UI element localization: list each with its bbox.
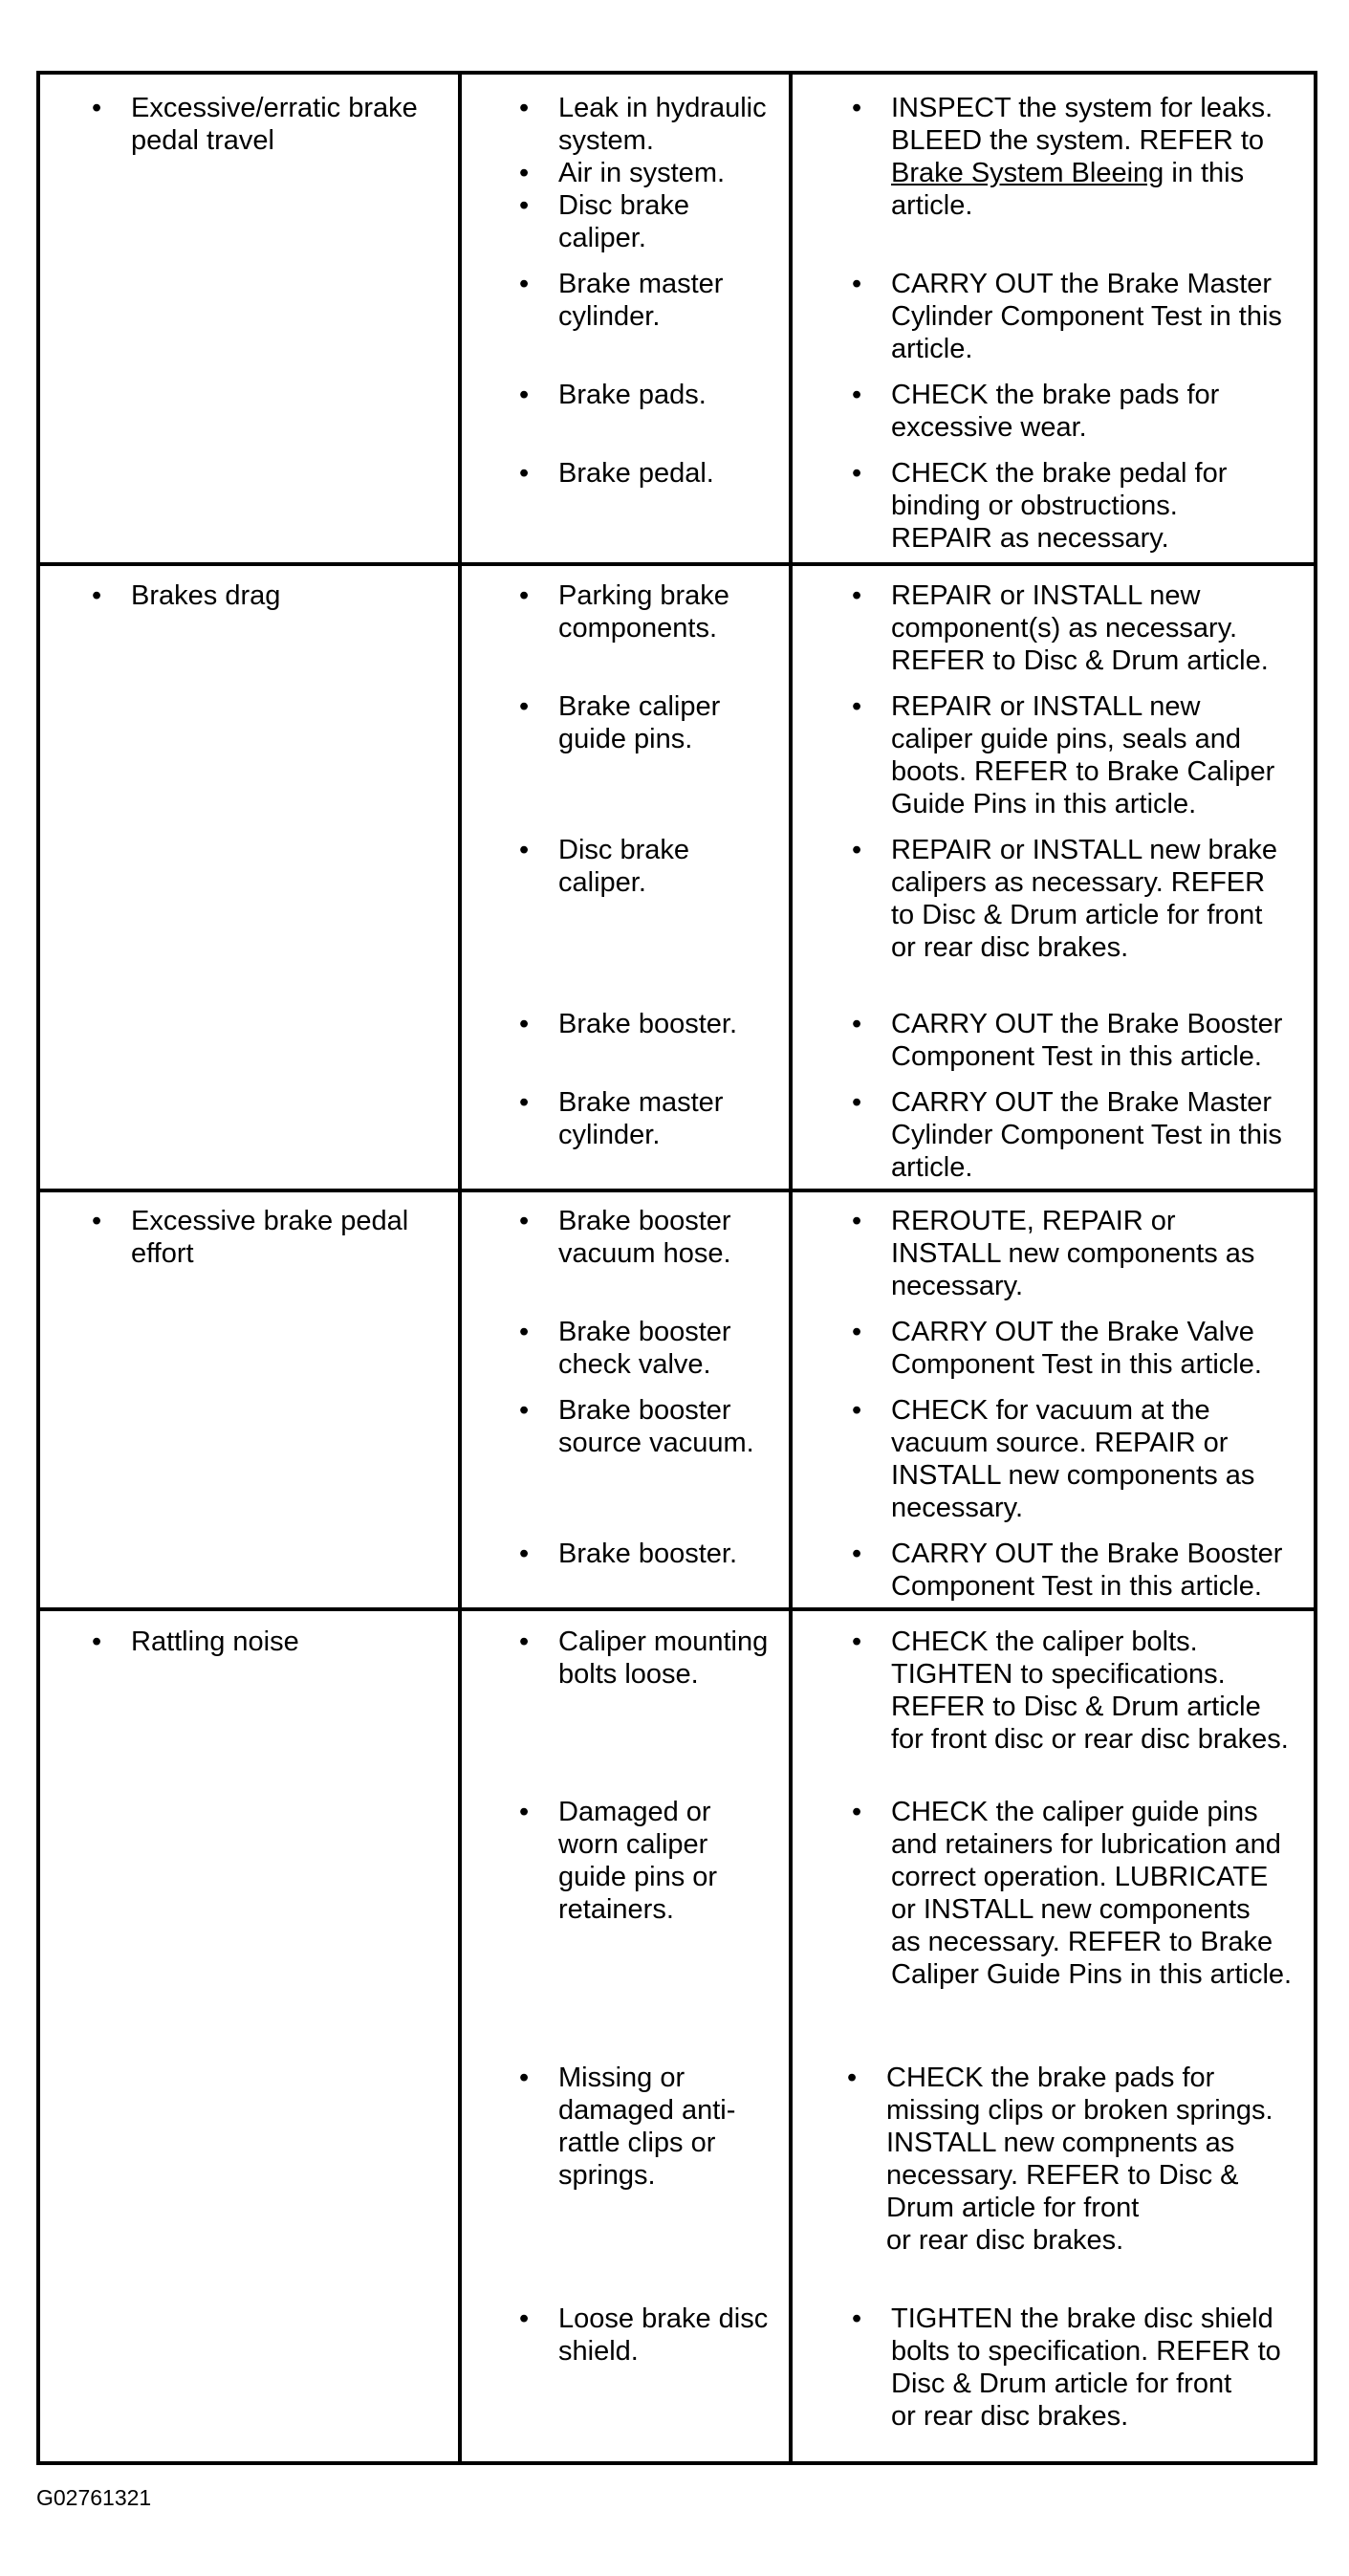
column-divider-2: [789, 75, 793, 2461]
row-divider-2: [40, 1189, 1314, 1192]
brake-bleeding-link[interactable]: Brake System Bleeing: [891, 158, 1164, 188]
figure-id: G02761321: [36, 2485, 152, 2510]
row-divider-3: [40, 1607, 1314, 1611]
column-divider-1: [458, 75, 462, 2461]
row-divider-1: [40, 562, 1314, 566]
diagnostic-table: • Excessive/erratic brake pedal travel • Leak in hydraulic system. • Air in system. • Disc brake caliper. • Brake master cylinder. • Brake pads. • Brake pedal. • INSPECT the system for leaks. BLEED the system. REFER to Brake System Bleeing in this article. • CARRY OUT the Brake Master Cylinder Component Test in this article. • CHECK the brake pads for excessive wear. • CHECK the brake pedal for binding or obstructions. REPAIR as necessary. • Brakes drag • Parking brake components. • Brake caliper guide pins. • Disc brake caliper. • Brake booster. • Brake master cylinder. • REPAIR or INSTALL new component(s) as necessary. REFER to Disc & Drum article. • REPAIR or INSTALL new caliper guide pins, seals and boots. REFER to Brake Caliper Guide Pins in this article. • REPAIR or INSTALL new brake calipers as necessary. REFER to Disc & Drum article for front or rear disc brakes. • CARRY OUT the Brake Booster Component Test in this article. • CARRY OUT the Brake Master Cylinder Component Test in this article. • Excessive brake pedal effort • Brake booster vacuum hose. • Brake booster check valve. • Brake booster source vacuum. • Brake booster. • REROUTE, REPAIR or INSTALL new components as necessary. • CARRY OUT the Brake Valve Component Test in this article. • CHECK for vacuum at the vacuum source. REPAIR or INSTALL new components as necessary. • CARRY OUT the Brake Booster Component Test in this article. • Rattling noise • Caliper mounting bolts loose. • Damaged or worn caliper guide pins or retainers. • Missing or damaged anti- rattle clips or springs. • Loose brake disc shield. • CHECK the caliper bolts. TIGHTEN to specifications. REFER to Disc & Drum article for front disc or rear disc brakes. • CHECK the caliper guide pins and retainers for lubrication and correct operation. LUBRICATE or INSTALL new components as necessary. REFER to Brake Caliper Guide Pins in this article. • CHECK the brake pads for missing clips or broken springs. INSTALL new compnents as necessary. REFER to Disc & Drum article for front or rear disc brakes. • TIGHTEN the brake disc shield bolts to specification. REFER to Disc & Drum article for front or rear disc brakes.: [36, 71, 1317, 2465]
